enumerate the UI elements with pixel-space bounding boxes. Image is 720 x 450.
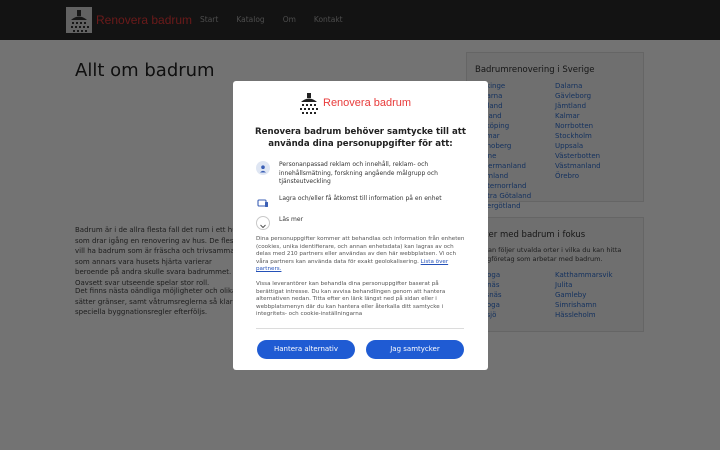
consent-body-main: Dina personuppgifter kommer att behandlas och information från enheten (cookies, unika identifierare, och annan enhetsdata) kan lagras av och delas med 210 partners eller användas av den här webbplatsen. Vi och våra partners kan använda data för exakt geolokalisering.: [256, 236, 465, 265]
consent-title: Renovera badrum behöver samtycke till att använda dina personuppgifter för att:: [255, 127, 466, 149]
consent-body-text: [256, 236, 466, 274]
dialog-divider: [256, 328, 464, 329]
device-icon: [256, 195, 270, 209]
manage-options-button[interactable]: Hantera alternativ: [257, 340, 355, 359]
person-icon: [256, 161, 270, 175]
consent-logo: [299, 92, 411, 114]
chevron-down-icon: [256, 216, 270, 230]
purpose-storage: [256, 195, 459, 209]
learn-more-label: Läs mer: [279, 216, 304, 223]
accept-button[interactable]: Jag samtycker: [366, 340, 464, 359]
consent-dialog: [233, 81, 488, 370]
partners-link[interactable]: Lista över partners.: [256, 258, 449, 273]
consent-brand-name: Renovera badrum: [323, 97, 412, 109]
purpose-storage-text: Lagra och/eller få åtkomst till information på en enhet: [279, 195, 442, 202]
purpose-ads-text: Personanpassad reklam och innehåll, reklam- och innehållsmätning, forskning angående målgrupp och tjänsteutveckling: [279, 161, 438, 185]
shower-logo-icon: [299, 92, 319, 114]
purpose-ads: [256, 161, 459, 187]
learn-more-toggle[interactable]: [256, 216, 459, 230]
legitimate-interest-text: Vissa leverantörer kan behandla dina personuppgifter baserat på berättigat intresse. Du kan avvisa behandlingen genom att hantera alternativen nedan. Titta efter en länk längst ned på sidan eller i webbplatsmenyn där du kan hantera eller återkalla ditt samtycke i integritets- och cookie-inställningarna: [256, 281, 446, 318]
